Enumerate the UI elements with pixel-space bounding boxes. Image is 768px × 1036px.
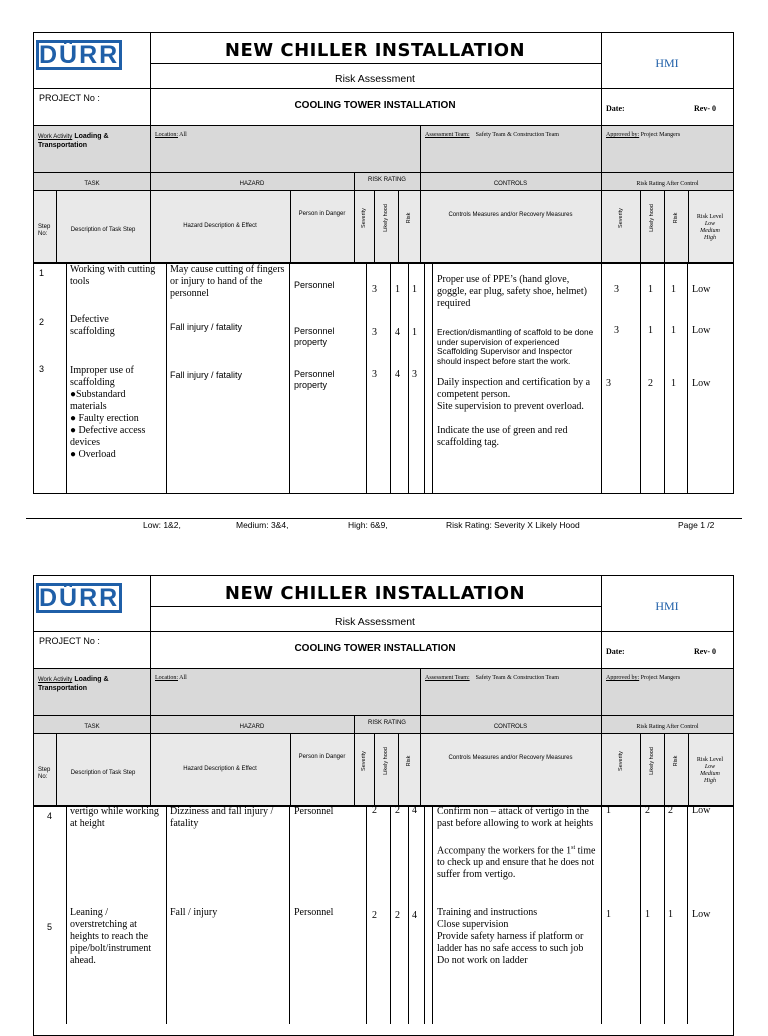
date-label-2: Date: (606, 647, 625, 656)
risk-header-2: Risk (406, 755, 412, 767)
control-measures-header: Controls Measures and/or Recovery Measures (448, 212, 573, 218)
rev-label: Rev- 0 (694, 104, 716, 113)
risk-rating-header-2: RISK RATING (368, 720, 406, 726)
sev2-5: 1 (606, 909, 611, 920)
person-header: Person in Danger (298, 211, 346, 217)
severity2-header: Severity (618, 208, 624, 228)
controls-2: Erection/dismantling of scaffold to be done under supervision of experienced Scaffolding Supervisor and Inspector should inspect before start the work. (437, 327, 594, 366)
lik2-2: 1 (648, 325, 653, 336)
risk-level-header: Risk Level Low Medium High (696, 214, 724, 241)
risk-rating-header: RISK RATING (368, 177, 406, 183)
project-label-2: PROJECT No : (39, 636, 100, 646)
risk2-3: 1 (671, 378, 676, 389)
controls-header-2: CONTROLS (493, 724, 528, 730)
likely-header: Likely hood (383, 204, 389, 232)
risk2-2: 1 (671, 325, 676, 336)
risk-3: 3 (412, 369, 417, 380)
person-1: Personnel (294, 280, 335, 290)
hazard-1: May cause cutting of fingers or injury to hand of the personnel (170, 264, 285, 299)
severity-header: Severity (361, 208, 367, 228)
lik2-4: 2 (645, 805, 650, 816)
sev-3: 3 (372, 369, 377, 380)
risk-header: Risk (406, 212, 412, 224)
after-control-header: Risk Rating After Control (636, 181, 699, 187)
sev2-2: 3 (614, 325, 619, 336)
likely2-header: Likely hood (649, 204, 655, 232)
risk2-header-2: Risk (673, 755, 679, 767)
location-2: Location: All (155, 675, 187, 681)
project-name: COOLING TOWER INSTALLATION (294, 100, 456, 111)
hazard-4: Dizziness and fall injury / fatality (170, 806, 274, 829)
sev2-3: 3 (606, 378, 611, 389)
task-header-2: TASK (84, 724, 100, 730)
risk-5: 4 (412, 910, 417, 921)
doc-subtitle: Risk Assessment (335, 73, 415, 85)
controls-3: Daily inspection and certification by a competent person. Site supervision to prevent overload. Indicate the use of green and red scaffolding tag. (437, 377, 591, 448)
lik2-1: 1 (648, 284, 653, 295)
risk2-5: 1 (668, 909, 673, 920)
rev-label-2: Rev- 0 (694, 647, 716, 656)
level-4: Low (692, 805, 711, 816)
hazard-3: Fall injury / fatality (170, 370, 243, 380)
risk-level-header-2: Risk Level Low Medium High (696, 757, 724, 784)
durr-logo: DÜRR (36, 40, 122, 70)
sev-1: 3 (372, 284, 377, 295)
risk-4: 4 (412, 805, 417, 816)
lik2-3: 2 (648, 378, 653, 389)
risk2-4: 2 (668, 805, 673, 816)
hazard-header: HAZARD (239, 181, 265, 187)
desc-header: Description of Task Step (70, 227, 136, 233)
sev-4: 2 (372, 805, 377, 816)
desc-4: vertigo while working at height (70, 806, 159, 829)
desc-2: Defective scaffolding (70, 314, 115, 337)
person-2: Personnel property (294, 326, 335, 347)
sev2-4: 1 (606, 805, 611, 816)
likely2-header-2: Likely hood (649, 747, 655, 775)
desc-3: Improper use of scaffolding ●Substandard materials ● Faulty erection ● Defective access devices ● Overload (70, 365, 146, 460)
footer-low: Low: 1&2, (143, 520, 181, 530)
lik-4: 2 (395, 805, 400, 816)
step-2: 2 (39, 317, 45, 327)
level-2: Low (692, 325, 711, 336)
footer-formula: Risk Rating: Severity X Likely Hood (446, 520, 580, 530)
hazard-5: Fall / injury (170, 907, 218, 918)
location: Location: All (155, 132, 187, 138)
step-5: 5 (47, 922, 53, 932)
date-label: Date: (606, 104, 625, 113)
likely-header-2: Likely hood (383, 747, 389, 775)
step-no-header-2: Step No: (38, 767, 51, 780)
controls-5: Training and instructions Close supervision Provide safety harness if platform or ladder has no safe access to such job Do not work on ladder (437, 907, 584, 966)
hazard-desc-header: Hazard Description & Effect (183, 223, 257, 229)
task-header: TASK (84, 181, 100, 187)
person-header-2: Person in Danger (298, 754, 346, 760)
lik-3: 4 (395, 369, 400, 380)
desc-1: Working with cutting tools (70, 264, 156, 287)
risk-1: 1 (412, 284, 417, 295)
risk2-header: Risk (673, 212, 679, 224)
level-3: Low (692, 378, 711, 389)
severity-header-2: Severity (361, 751, 367, 771)
doc-title-2: NEW CHILLER INSTALLATION (224, 583, 526, 604)
lik-1: 1 (395, 284, 400, 295)
assessment-team: Assessment Team: Safety Team & Construction Team (425, 132, 559, 138)
assessment-team-2: Assessment Team: Safety Team & Construction Team (425, 675, 559, 681)
risk-assessment-page-2 (0, 543, 768, 1024)
project-name-2: COOLING TOWER INSTALLATION (294, 643, 456, 654)
work-activity: Work Activity Loading & Transportation (38, 133, 109, 149)
step-4: 4 (47, 811, 53, 821)
step-no-header: Step No: (38, 224, 51, 237)
footer-page: Page 1 /2 (678, 520, 715, 530)
risk2-1: 1 (671, 284, 676, 295)
after-control-header-2: Risk Rating After Control (636, 724, 699, 730)
durr-logo-2: DÜRR (36, 583, 122, 613)
doc-subtitle-2: Risk Assessment (335, 616, 415, 628)
lik-5: 2 (395, 910, 400, 921)
sev-5: 2 (372, 910, 377, 921)
footer-medium: Medium: 3&4, (236, 520, 289, 530)
hazard-desc-header-2: Hazard Description & Effect (183, 766, 257, 772)
client-name: HMI (655, 56, 679, 70)
lik2-5: 1 (645, 909, 650, 920)
controls-1: Proper use of PPE’s (hand glove, goggle, ear plug, safety shoe, helmet) required (437, 274, 587, 309)
severity2-header-2: Severity (618, 751, 624, 771)
sev-2: 3 (372, 327, 377, 338)
person-3: Personnel property (294, 369, 335, 390)
hazard-header-2: HAZARD (239, 724, 265, 730)
hazard-2: Fall injury / fatality (170, 322, 243, 332)
approved-by: Approved by: Project Mangers (606, 132, 681, 138)
approved-by-2: Approved by: Project Mangers (606, 675, 681, 681)
control-measures-header-2: Controls Measures and/or Recovery Measures (448, 755, 573, 761)
step-3: 3 (39, 364, 45, 374)
step-1: 1 (39, 268, 45, 278)
footer-high: High: 6&9, (348, 520, 388, 530)
work-activity-2: Work Activity Loading & Transportation (38, 676, 109, 692)
person-4: Personnel (294, 806, 334, 817)
sev2-1: 3 (614, 284, 619, 295)
level-5: Low (692, 909, 711, 920)
client-name-2: HMI (655, 599, 679, 613)
project-label: PROJECT No : (39, 93, 100, 103)
person-5: Personnel (294, 907, 334, 918)
desc-header-2: Description of Task Step (70, 770, 136, 776)
lik-2: 4 (395, 327, 400, 338)
controls-4: Confirm non – attack of vertigo in the past before allowing to work at heights Accompany the workers for the 1st time to check up and ensure that he does not suffer from vertigo. (437, 806, 596, 881)
footer-rule (26, 518, 742, 519)
desc-5: Leaning / overstretching at heights to reach the pipe/bolt/instrument ahead. (70, 907, 152, 966)
risk-2: 1 (412, 327, 417, 338)
level-1: Low (692, 284, 711, 295)
controls-header: CONTROLS (493, 181, 528, 187)
doc-title: NEW CHILLER INSTALLATION (224, 40, 526, 61)
